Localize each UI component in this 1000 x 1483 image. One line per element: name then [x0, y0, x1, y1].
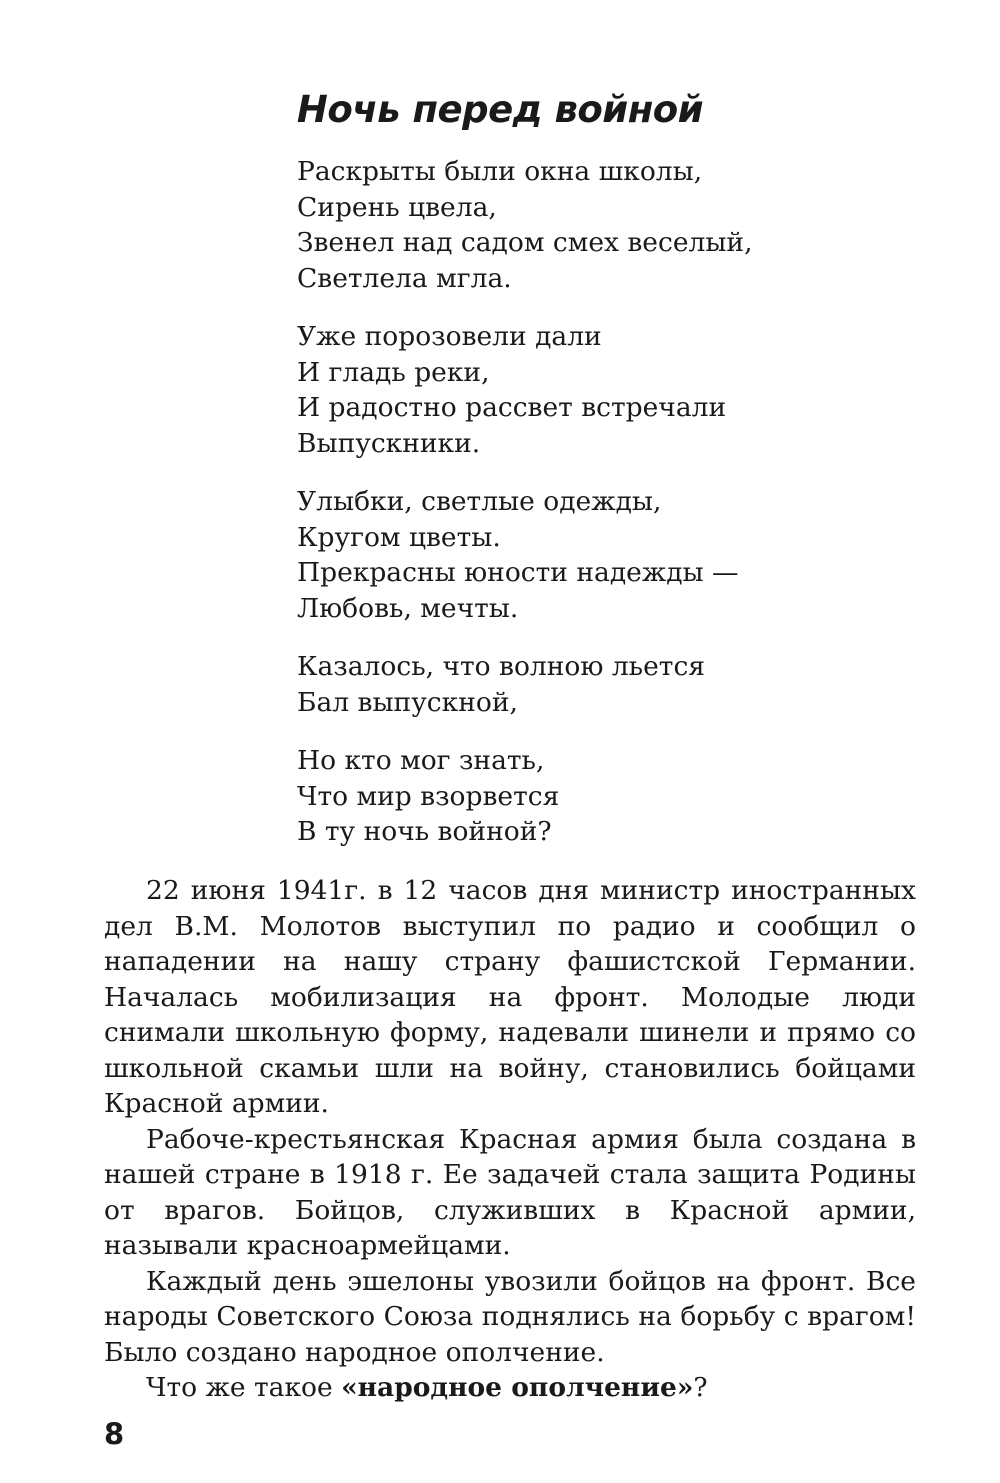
paragraph: Рабоче-крестьянская Красная армия была создана в нашей стране в 1918 г. Ее задачей стала защита Родины от врагов. Бойцов, служивших в Красной армии, называли красноармейцами.: [104, 1123, 916, 1261]
question-mark: ?: [693, 1372, 708, 1403]
poem-line: Выпускники.: [297, 427, 481, 459]
emphasized-term: «народное ополчение»: [341, 1372, 694, 1403]
poem: [297, 154, 957, 873]
poem-line: Бал выпускной,: [297, 686, 518, 718]
poem-line: Светлела мгла.: [297, 262, 512, 294]
poem-line: Улыбки, светлые одежды,: [297, 486, 662, 517]
poem-stanza-2: [297, 319, 957, 461]
poem-line: Казалось, что волною льется: [297, 651, 706, 682]
poem-stanza-1: [297, 154, 957, 296]
poem-line: Прекрасны юности надежды —: [297, 557, 739, 588]
paragraph: Каждый день эшелоны увозили бойцов на фронт. Все народы Советского Союза поднялись на борьбу с врагом! Было создано народное ополчение.: [104, 1265, 916, 1368]
poem-line: Звенел над садом смех веселый,: [297, 227, 753, 258]
page-number: 8: [104, 1417, 125, 1451]
poem-line: В ту ночь войной?: [297, 816, 552, 847]
poem-line: Сирень цвела,: [297, 191, 497, 223]
poem-line: Кругом цветы.: [297, 521, 501, 553]
poem-stanza-4: [297, 649, 957, 720]
poem-line: Любовь, мечты.: [297, 592, 519, 624]
poem-line: Уже порозовели дали: [297, 321, 602, 352]
poem-stanza-3: [297, 484, 957, 626]
poem-line: И гладь реки,: [297, 356, 490, 388]
poem-line: Раскрыты были окна школы,: [297, 156, 703, 187]
poem-stanza-5: [297, 743, 957, 850]
poem-line: И радостно рассвет встречали: [297, 392, 727, 423]
question-text: Что же такое: [146, 1372, 342, 1403]
prose-body: [104, 873, 916, 1406]
poem-line: Что мир взорвется: [297, 780, 560, 812]
paragraph: 22 июня 1941г. в 12 часов дня министр иностранных дел В.М. Молотов выступил по радио и сообщил о нападении на нашу страну фашистской Германии. Началась мобилизация на фронт. Молодые люди снимали школьную форму, надевали шинели и прямо со школьной скамьи шли на войну, становились бойцами Красной армии.: [104, 875, 916, 1119]
page-title: Ночь перед войной: [296, 88, 704, 131]
poem-line: Но кто мог знать,: [297, 745, 545, 776]
paragraph-question: [104, 1370, 916, 1406]
